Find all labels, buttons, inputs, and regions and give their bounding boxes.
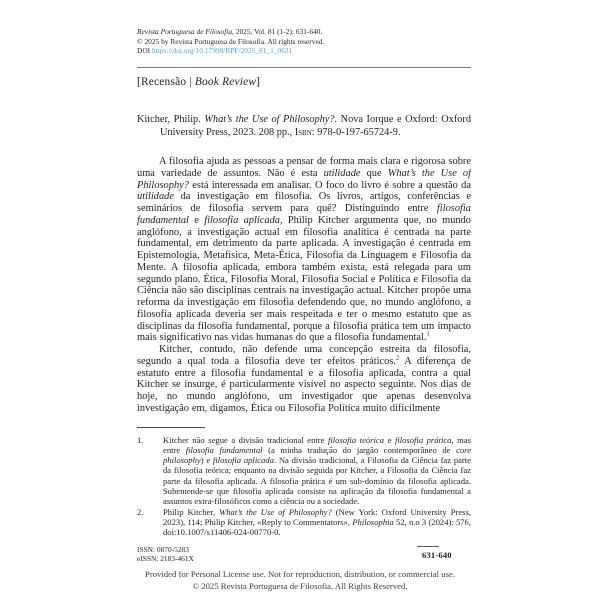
footnote-2-number: 2.	[137, 507, 144, 518]
journal-header	[137, 27, 471, 56]
issn-block	[137, 545, 194, 564]
eissn: eISSN: 2183-461X	[137, 554, 194, 564]
copyright-line: © 2025 by Revista Portuguesa de Filosofia. All rights reserved.	[137, 36, 325, 46]
footnote-divider	[137, 427, 205, 428]
footnote-2	[137, 507, 471, 537]
footnote-2-text: Philip Kitcher, What’s the Use of Philosophy? (New York: Oxford University Press, 2023), 114; Philip Kitcher, «Reply to Commentators», Philosophia 52, n.o 3 (2024): 576, doi:10.1007/s11406-024-00770-0.	[163, 507, 471, 538]
page-range: 631-640	[422, 550, 452, 560]
book-citation: Kitcher, Philip. What’s the Use of Philosophy?. Nova Iorque e Oxford: Oxford University Press, 2023. 208 pp., Isbn: 978-0-197-65724-9.	[137, 114, 471, 138]
doi-label: DOI	[137, 46, 151, 56]
footnote-1	[137, 435, 471, 506]
doi-link[interactable]: https://doi.org/10.17990/RPF/2025_81_1_0631	[152, 46, 293, 56]
body-paragraph-2: Kitcher, contudo, não defende uma concepção estreita da filosofia, segundo a qual toda a filosofia deve ter efeitos práticos.$^2$ A diferença de estatuto entre a filosofia fundamental e a filosofia aplicada, contra a qual Kitcher se insurge, é particularmente visível no aspecto seguinte. Nos dias de hoje, no mundo anglófono, um investigador que apenas desenvolva investigação em, digamos, Ética ou Filosofia Política muito dificilmente	[137, 344, 471, 414]
issn: ISSN: 0870-5283	[137, 545, 189, 554]
license-line-1: Provided for Personal License use. Not for reproduction, distribution, or commercial use.	[144, 569, 456, 579]
doi-line	[137, 46, 471, 56]
review-type-label: [Recensão | Book Review]	[137, 76, 261, 88]
journal-citation-line: Revista Portuguesa de Filosofia, 2025, Vol. 81 (1-2): 631-640.	[137, 27, 323, 36]
license-line-2: © 2025 Revista Portuguesa de Filosofia. All Rights Reserved.	[192, 580, 408, 591]
page-range-divider	[417, 546, 439, 547]
body-paragraph-1: A filosofia ajuda as pessoas a pensar de forma mais clara e rigorosa sobre uma variedade de assuntos. Não é esta utilidade que What’s the Use of Philosophy? está interessada em analisar. O foco do livro é sobre a questão da utilidade da investigação em filosofia. Os livros, artigos, conferências e seminários de filosofia servem para quê? Distinguindo entre filosofia fundamental e filosofia aplicada, Philip Kitcher argumenta que, no mundo anglófono, a investigação actual em filosofia analítica é centrada na parte fundamental, em detrimento da parte aplicada. A investigação é centrada em Epistemologia, Metafísica, Meta-Ética, Filosofia da Linguagem e Filosofia da Mente. A filosofia aplicada, embora também exista, está relegada para um segundo plano. Ética, Filosofia Moral, Filosofia Social e Política e Filosofia da Ciência não são disciplinas centrais na investigação actual. Kitcher propõe uma reforma da investigação em filosofia defendendo que, no mundo anglófono, a filosofia aplicada deveria ser mais respeitada e ter o mesmo estatuto que as disciplinas da filosofia fundamental, porque a filosofia prática tem um impacto mais significativo nas vidas humanas do que a filosofia fundamental.$^1$	[137, 156, 471, 344]
license-footer	[0, 569, 600, 593]
review-body	[137, 156, 471, 428]
footnote-1-number: 1.	[137, 435, 144, 445]
header-divider	[137, 67, 471, 68]
footnote-1-text: Kitcher não segue a divisão tradicional entre filosofia teórica e filosofia prática, mas entre filosofia fundamental (a minha tradução do jargão contemporâneo de core philosophy) e filosofia aplicada. Na divisão tradicional, a Filosofia da Ciência faz parte da filosofia teórica; enquanto na divisão seguida por Kitcher, a Filosofia da Ciência faz parte da filosofia aplicada. A filosofia prática é um sub-domínio da filosofia aplicada. Subentende-se que filosofia aplicada consiste na aplicação da filosofia fundamental a assuntos extra-filosóficos como a ciência ou a sociedade.	[163, 435, 472, 506]
footnotes-section	[137, 435, 471, 538]
